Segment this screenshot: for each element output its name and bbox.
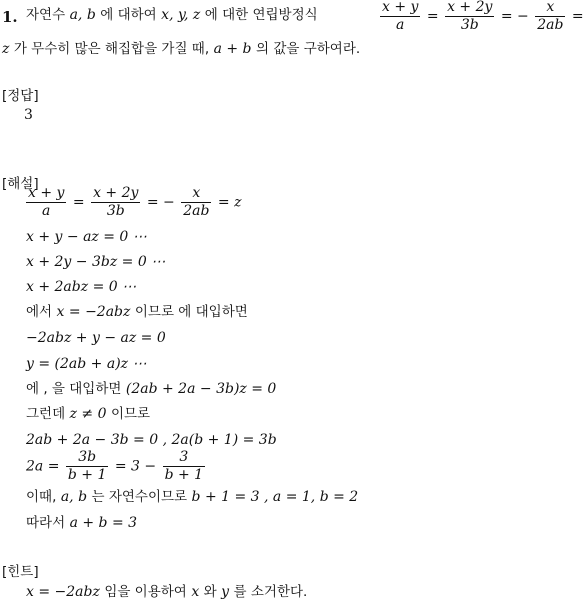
solution-text: 따라서 [26,515,66,531]
solution-line-6: −2abz + y − az = 0 [26,330,166,346]
problem-expr: a + b [213,41,252,57]
equals-sign: = [426,8,439,25]
equation-tail: = z [217,194,242,211]
solution-text: 이므로 [110,406,151,422]
problem-line-2 [2,40,360,58]
fraction: $\frac{x}{2ab}$ [537,0,564,33]
hint-heading: [힌트] [2,564,39,580]
hint-math: y [221,584,230,600]
equals-sign: = − [500,8,529,25]
solution-heading: [해설] [2,176,39,192]
solution-math: a, b [60,489,88,505]
problem-text: 의 값을 구하여라. [255,41,361,57]
problem-vars: x, y, z [161,7,201,23]
solution-text: 그런데 [26,406,66,422]
hint-line [26,583,307,601]
solution-line-4: x + 2abz = 0 ⋯ [26,279,137,295]
hint-math: x [191,584,200,600]
problem-text: 가 무수히 많은 해집합을 가질 때, [13,41,210,57]
fraction: $\frac{x + y}{a}$ [28,185,65,219]
solution-line-11 [26,450,207,483]
fraction: $\frac{3b}{b + 1}$ [67,449,107,483]
fraction: $\frac{x + 2y}{3b}$ [447,0,493,33]
problem-vars: a, b [69,7,96,23]
problem-line-1 [26,6,318,24]
solution-text: 이때, [26,489,57,505]
problem-equation [378,0,584,33]
problem-var: z [2,41,10,57]
equals-sign: = [571,8,584,25]
solution-line-13 [26,514,137,532]
solution-math: 2a = [26,458,60,475]
solution-math: b + 1 = 3 , a = 1, b = 2 [191,489,359,505]
solution-line-12 [26,488,358,506]
solution-line-9 [26,405,150,423]
solution-line-1 [24,186,241,219]
hint-text: 임을 이용하여 [104,584,187,600]
fraction: $\frac{3}{b + 1}$ [164,449,204,483]
solution-math: x = −2abz [56,304,131,320]
answer-heading: [정답] [2,88,39,104]
solution-math: = 3 − [114,458,157,475]
problem-text: 에 대하여 [100,7,157,23]
equals-sign: = − [146,194,175,211]
problem-number: 1. [2,8,18,26]
solution-line-2: x + y − az = 0 ⋯ [26,229,147,245]
solution-line-5 [26,303,248,321]
solution-line-3: x + 2y − 3bz = 0 ⋯ [26,254,166,270]
problem-text: 에 대한 연립방정식 [204,7,318,23]
solution-math: z ≠ 0 [69,406,107,422]
solution-text: 에서 [26,304,53,320]
hint-math: x = −2abz [26,584,100,600]
fraction: $\frac{x}{2ab}$ [183,185,210,219]
solution-line-7: y = (2ab + a)z ⋯ [26,356,147,372]
hint-text: 와 [203,584,217,600]
hint-text: 를 소거한다. [233,584,308,600]
answer-value: 3 [24,107,33,123]
solution-text: 에 , 을 대입하면 [26,381,122,397]
solution-text: 이므로 에 대입하면 [134,304,248,320]
solution-line-10: 2ab + 2a − 3b = 0 , 2a(b + 1) = 3b [26,432,277,448]
solution-math: a + b = 3 [69,515,138,531]
problem-text: 자연수 [26,7,66,23]
solution-math: (2ab + 2a − 3b)z = 0 [125,381,277,397]
solution-line-8 [26,380,276,398]
solution-text: 는 자연수이므로 [91,489,188,505]
equals-sign: = [72,194,85,211]
fraction: $\frac{x + y}{a}$ [382,0,419,33]
fraction: $\frac{x + 2y}{3b}$ [93,185,139,219]
